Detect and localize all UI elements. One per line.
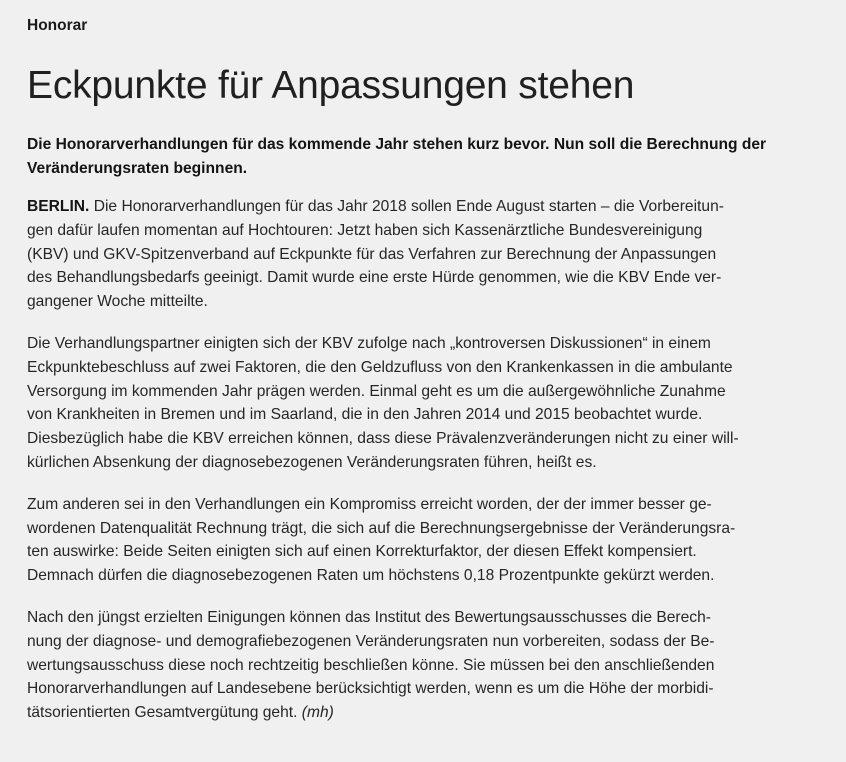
paragraph-line: Demnach dürfen die diagnosebezogenen Raten um höchstens 0,18 Prozentpunkte gekürzt werden. — [27, 567, 715, 585]
article-title: Eckpunkte für Anpassungen stehen — [27, 64, 635, 107]
paragraph-line: Honorarverhandlungen auf Landesebene berücksichtigt werden, wenn es um die Höhe der morbidi- — [27, 680, 714, 698]
paragraph-line — [27, 701, 826, 725]
paragraph-line: Eckpunktebeschluss auf zwei Faktoren, die den Geldzufluss von den Krankenkassen in die ambulante — [27, 358, 733, 376]
paragraph-line: kürlichen Absenkung der diagnosebezogenen Veränderungsraten führen, heißt es. — [27, 453, 597, 471]
paragraph-line: Diesbezüglich habe die KBV erreichen können, dass diese Prävalenzveränderungen nicht zu einer will- — [27, 430, 739, 448]
article-lead — [27, 133, 826, 181]
paragraph-line: gen dafür laufen momentan auf Hochtouren: Jetzt haben sich Kassenärztliche Bundesvereinigung — [27, 221, 703, 239]
paragraph-line: Zum anderen sei in den Verhandlungen ein Kompromiss erreicht worden, der der immer besser ge- — [27, 495, 712, 513]
paragraph-1 — [27, 195, 826, 314]
article-category: Honorar — [27, 17, 88, 34]
paragraph-line: gangener Woche mitteilte. — [27, 293, 208, 311]
paragraph-3 — [27, 493, 826, 588]
dateline: BERLIN. — [27, 198, 90, 215]
author-initials: (mh) — [301, 704, 334, 722]
paragraph-line — [27, 195, 826, 219]
paragraph-line: Die Verhandlungspartner einigten sich der KBV zufolge nach „kontroversen Diskussionen“ in einem — [27, 334, 711, 352]
paragraph-line: des Behandlungsbedarfs geeinigt. Damit wurde eine erste Hürde genommen, wie die KBV Ende ver- — [27, 269, 722, 287]
paragraph-2 — [27, 332, 826, 475]
paragraph-line: nung der diagnose- und demografiebezogenen Veränderungsraten nun vorbereiten, sodass der Be- — [27, 632, 715, 650]
paragraph-4 — [27, 606, 826, 725]
lead-line: Die Honorarverhandlungen für das kommende Jahr stehen kurz bevor. Nun soll die Berechnung der — [27, 136, 767, 153]
paragraph-text: tätsorientierten Gesamtvergütung geht. — [27, 704, 302, 722]
paragraph-line: von Krankheiten in Bremen und im Saarland, die in den Jahren 2014 und 2015 beobachtet wurde. — [27, 406, 703, 424]
paragraph-text: Die Honorarverhandlungen für das Jahr 2018 sollen Ende August starten – die Vorbereitun- — [89, 198, 724, 215]
paragraph-line: wertungsausschuss diese noch rechtzeitig beschließen könne. Sie müssen bei den anschließenden — [27, 656, 715, 674]
lead-line: Veränderungsraten beginnen. — [27, 160, 248, 177]
paragraph-line: wordenen Datenqualität Rechnung trägt, die sich auf die Berechnungsergebnisse der Veränderungsra- — [27, 519, 736, 537]
paragraph-line: Nach den jüngst erzielten Einigungen können das Institut des Bewertungsausschusses die Berech- — [27, 608, 711, 626]
paragraph-line: Versorgung im kommenden Jahr prägen werden. Einmal geht es um die außergewöhnliche Zunahme — [27, 382, 726, 400]
paragraph-line: (KBV) und GKV-Spitzenverband auf Eckpunkte für das Verfahren zur Berechnung der Anpassungen — [27, 245, 717, 263]
paragraph-line: ten auswirke: Beide Seiten einigten sich auf einen Korrekturfaktor, der diesen Effekt kompensiert. — [27, 543, 697, 561]
